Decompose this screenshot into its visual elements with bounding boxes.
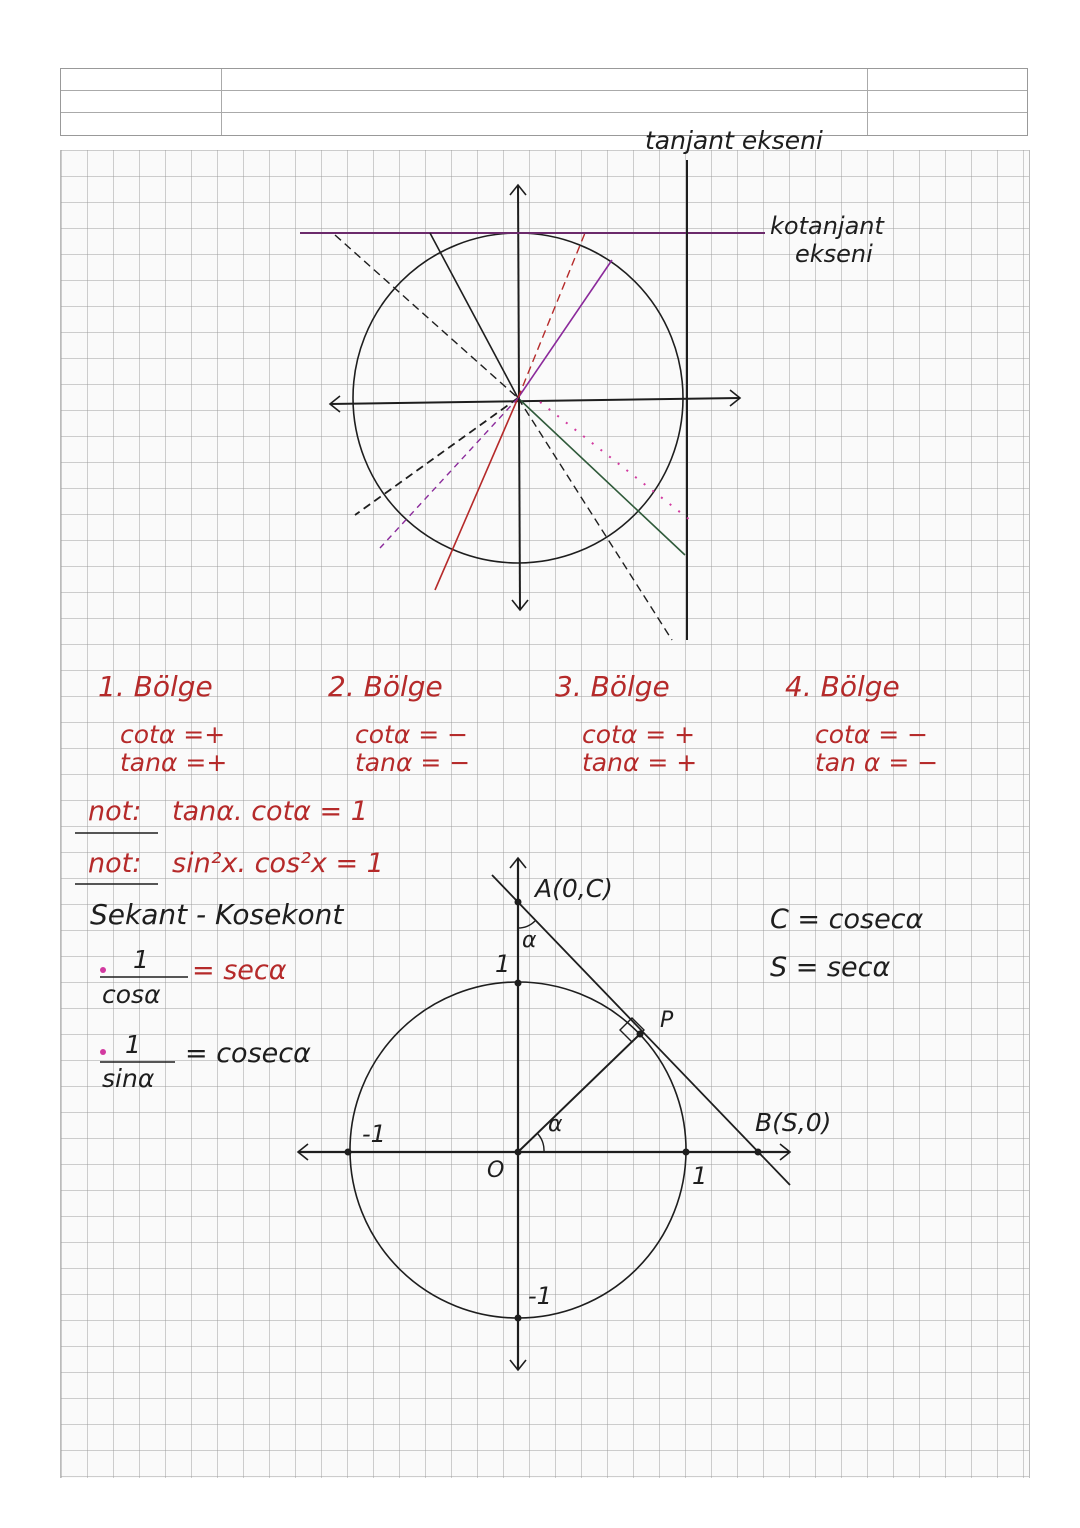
note-1-text: tanα. cotα = 1 [172, 796, 368, 827]
point-minus-1-left-dot [345, 1149, 352, 1156]
radius-op [518, 1034, 640, 1152]
bullet-sec [100, 967, 106, 973]
origin-label: O [487, 1158, 505, 1183]
region-2-tan: tanα = − [355, 748, 471, 777]
line-magenta-dotted [540, 402, 690, 520]
s-equals-sec: S = secα [770, 952, 891, 983]
point-origin-dot [515, 1149, 522, 1156]
region-2-cot: cotα = − [355, 720, 469, 749]
line-purple-dashed [380, 398, 518, 548]
point-b-label: B(S,0) [755, 1108, 832, 1137]
angle-top-label: α [522, 928, 537, 953]
cotangent-axis-label-1: kotanjant [770, 212, 884, 240]
region-4-title: 4. Bölge [785, 670, 900, 703]
point-a-label: A(0,C) [535, 874, 613, 903]
c-equals-cosec: C = cosecα [770, 904, 924, 935]
bullet-cosec [100, 1049, 106, 1055]
point-b-dot [755, 1149, 762, 1156]
region-4-cot: cotα = − [815, 720, 929, 749]
angle-arc-center [538, 1134, 544, 1152]
line-red-3 [435, 398, 518, 590]
sec-denominator: cosα [102, 980, 161, 1009]
one-top-label: 1 [495, 950, 511, 978]
point-1-right-dot [683, 1149, 690, 1156]
one-right-label: 1 [692, 1162, 708, 1190]
region-4-tan: tan α = − [815, 748, 939, 777]
cosec-numerator: 1 [125, 1030, 141, 1059]
tangent-line [492, 875, 790, 1185]
angle-arc-top [518, 921, 535, 928]
tangent-axis-label: tanjant ekseni [645, 126, 823, 155]
line-dashed-4 [518, 398, 672, 640]
point-1-top-dot [515, 980, 522, 987]
point-a-dot [515, 899, 522, 906]
point-p-dot [637, 1031, 644, 1038]
line-dashed-2 [335, 235, 518, 398]
region-3-tan: tanα = + [582, 748, 698, 777]
angle-center-label: α [548, 1112, 563, 1137]
region-2-title: 2. Bölge [328, 670, 443, 703]
note-1-prefix: not: [88, 796, 142, 827]
note-2-text: sin²x. cos²x = 1 [172, 848, 384, 879]
minus-one-bottom-label: -1 [528, 1282, 552, 1310]
region-1-cot: cotα =+ [120, 720, 226, 749]
point-p-label: P [660, 1008, 674, 1033]
note-2-prefix: not: [88, 848, 142, 879]
region-3-cot: cotα = + [582, 720, 696, 749]
top-unit-circle-diagram [300, 160, 765, 640]
sec-rhs: = secα [192, 955, 287, 986]
line-region-2 [430, 233, 518, 398]
region-3-title: 3. Bölge [555, 670, 670, 703]
cotangent-axis-label-2: ekseni [795, 240, 873, 268]
line-region-4 [518, 398, 685, 555]
sec-numerator: 1 [133, 945, 149, 974]
point-minus-1-bottom-dot [515, 1315, 522, 1322]
line-purple-1 [518, 260, 612, 398]
cosec-rhs: = cosecα [185, 1038, 311, 1069]
region-1-tan: tanα =+ [120, 748, 228, 777]
region-1-title: 1. Bölge [98, 670, 213, 703]
cosec-denominator: sinα [102, 1064, 155, 1093]
minus-one-left-label: -1 [362, 1120, 386, 1148]
top-x-axis [330, 398, 740, 404]
sekant-heading: Sekant - Kosekont [90, 898, 344, 931]
